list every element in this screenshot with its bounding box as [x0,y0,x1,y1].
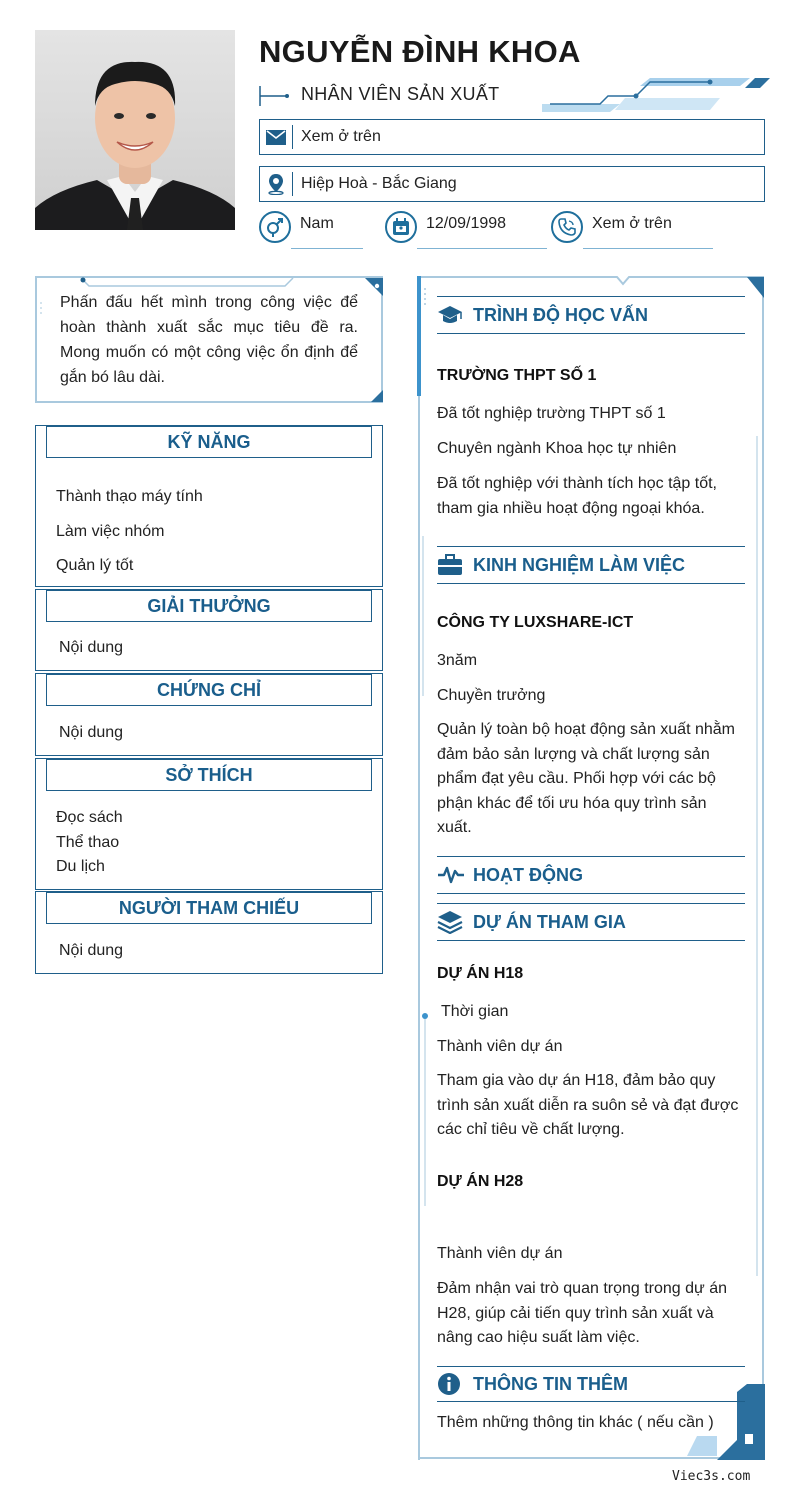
awards-section [35,589,383,671]
address-value: Hiệp Hoà - Bắc Giang [301,175,457,192]
gender-icon [259,211,291,243]
skill-item: Quản lý tốt [56,557,134,574]
skills-heading: KỸ NĂNG [46,426,372,458]
skill-item: Làm việc nhóm [56,522,165,540]
references-heading: NGƯỜI THAM CHIẾU [46,892,372,924]
activities-heading [437,856,745,894]
objective-text: Phấn đấu hết mình trong công việc để hoàn thành xuất sắc mục tiêu đề ra. Mong muốn có một công việc ổn định để gắn bó lâu dài. [60,294,358,386]
education-school: TRƯỜNG THPT SỐ 1 [437,367,597,384]
briefcase-icon [437,554,473,576]
experience-title: KINH NGHIỆM LÀM VIỆC [473,554,686,575]
experience-company: CÔNG TY LUXSHARE-ICT [437,614,634,631]
education-heading [437,296,745,334]
experience-duration: 3năm [437,652,478,669]
hobby-item: Thể thao [56,833,120,851]
education-line: Đã tốt nghiệp trường THPT số 1 [437,405,666,422]
address-row [259,166,765,202]
hobbies-section [35,758,383,890]
experience-heading [437,546,745,584]
phone-icon [551,211,583,243]
email-value[interactable]: Xem ở trên [301,128,381,145]
project-description: Đảm nhận vai trò quan trọng trong dự án H28, giúp cải tiến quy trình sản xuất và nâng cao hiệu suất làm việc. [437,1280,727,1346]
project-description: Tham gia vào dự án H18, đảm bảo quy trình sản xuất diễn ra suôn sẻ và đạt được các chỉ tiêu về chất lượng. [437,1072,739,1138]
education-title: TRÌNH ĐỘ HỌC VẤN [473,304,648,325]
graduation-cap-icon [437,305,473,325]
activities-title: HOẠT ĐỘNG [473,864,583,885]
title-bracket-icon [259,86,289,106]
circuit-decoration [540,74,770,114]
additional-content: Thêm những thông tin khác ( nếu cần ) [437,1414,714,1431]
certificates-content: Nội dung [59,724,124,741]
envelope-icon [260,120,292,154]
references-section [35,891,383,974]
layers-icon [437,910,473,934]
candidate-name: NGUYỄN ĐÌNH KHOA [259,34,581,69]
info-icon [437,1372,473,1396]
project-name: DỰ ÁN H28 [437,1173,524,1190]
project-role: Thành viên dự án [437,1038,563,1055]
footer-brand[interactable]: Viec3s.com [672,1469,751,1484]
email-row [259,119,765,155]
profile-photo [35,30,235,230]
birthday-value: 12/09/1998 [426,215,507,232]
education-line: Chuyên ngành Khoa học tự nhiên [437,440,677,457]
projects-heading [437,903,745,941]
awards-content: Nội dung [59,639,124,656]
education-line: Đã tốt nghiệp với thành tích học tập tốt, tham gia nhiều hoạt động ngoại khóa. [437,475,717,517]
hobby-item: Đọc sách [56,809,123,826]
skills-section [35,425,383,587]
awards-heading: GIẢI THƯỞNG [46,590,372,622]
phone-value[interactable]: Xem ở trên [592,215,672,232]
hobbies-heading: SỞ THÍCH [46,759,372,791]
experience-position: Chuyền trưởng [437,687,546,704]
job-title: NHÂN VIÊN SẢN XUẤT [301,84,500,104]
additional-heading [437,1366,745,1402]
gender-value: Nam [300,215,334,232]
calendar-icon [385,211,417,243]
additional-title: THÔNG TIN THÊM [473,1373,628,1394]
references-content: Nội dung [59,942,124,959]
project-role: Thành viên dự án [437,1245,563,1262]
project-name: DỰ ÁN H18 [437,965,524,982]
hobby-item: Du lịch [56,858,105,875]
map-pin-icon [260,167,292,201]
pulse-icon [437,865,473,885]
project-time: Thời gian [441,1003,509,1020]
certificates-section [35,673,383,756]
certificates-heading: CHỨNG CHỈ [46,674,372,706]
projects-title: DỰ ÁN THAM GIA [473,911,626,932]
skill-item: Thành thạo máy tính [56,488,203,505]
experience-description: Quản lý toàn bộ hoạt động sản xuất nhằm đảm bảo sản lượng và chất lượng sản phẩm đạt yêu cầu. Phối hợp với các bộ phận khác để tối ưu hóa quy trình sản xuất. [437,721,735,836]
